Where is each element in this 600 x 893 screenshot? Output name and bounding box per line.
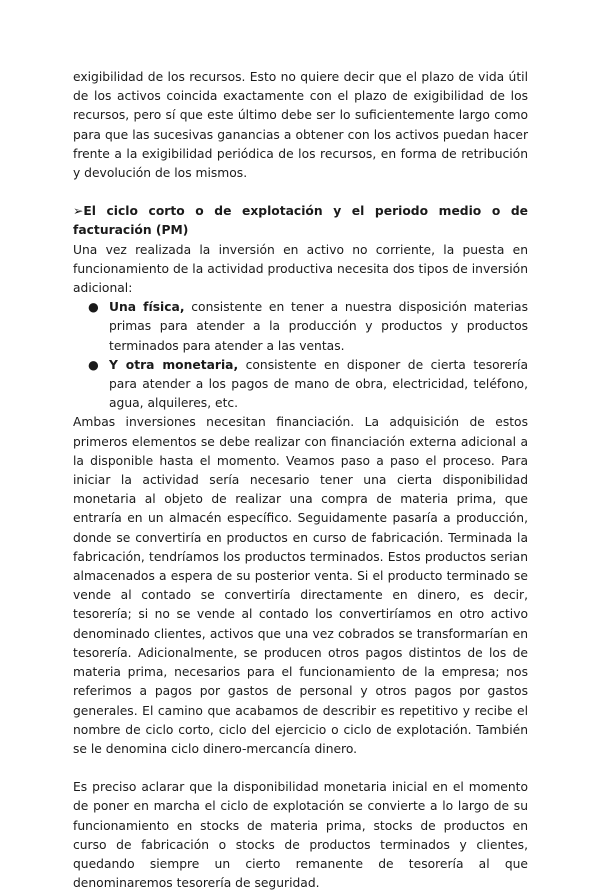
- investment-paragraph: Una vez realizada la inversión en activo no corriente, la puesta en funcionamiento de la actividad productiva necesita dos tipos de inversión adicional:: [73, 242, 528, 296]
- list-item-text: consistente en tener a nuestra disposición materias primas para atender a la producción y productos y productos terminados para atender a las ventas.: [109, 300, 528, 353]
- conclusion-paragraph: Es preciso aclarar que la disponibilidad monetaria inicial en el momento de poner en marcha el ciclo de explotación se convierte a lo largo de su funcionamiento en stocks de materia prima, stocks de productos en curso de fabricación o stocks de productos terminados y clientes, quedando siempre un cierto remanente de tesorería al que denominaremos tesorería de seguridad.: [73, 780, 528, 891]
- paragraph-gap: [73, 183, 528, 202]
- bullet-icon: ●: [88, 300, 99, 315]
- paragraph-gap: [73, 759, 528, 778]
- arrow-bullet-icon: ➢: [73, 204, 84, 219]
- list-item-text: consistente en disponer de cierta tesorería para atender a los pagos de mano de obra, electricidad, teléfono, agua, alquileres, etc.: [109, 357, 528, 411]
- section-heading: [73, 202, 528, 240]
- section-heading-text: El ciclo corto o de explotación y el periodo medio o de facturación (PM): [73, 204, 528, 238]
- list-item-lead: Una física,: [109, 300, 185, 315]
- investment-types-list: [73, 298, 528, 413]
- bullet-icon: ●: [88, 357, 99, 372]
- list-item-lead: Y otra monetaria,: [109, 357, 239, 372]
- list-item: [73, 298, 528, 356]
- document-page: [73, 68, 528, 893]
- cycle-description-paragraph: Ambas inversiones necesitan financiación. La adquisición de estos primeros elementos se debe realizar con financiación externa adicional a la disponible hasta el momento. Veamos paso a paso el proceso. Para iniciar la actividad sería necesario tener una cierta disponibilidad monetaria al objeto de realizar una compra de materia prima, que entraría en un almacén específico. Seguidamente pasaría a producción, donde se convertiría en productos en curso de fabricación. Terminada la fabricación, tendríamos los productos terminados. Estos productos serian almacenados a espera de su posterior venta. Si el producto terminado se vende al contado se convertiría directamente en dinero, es decir, tesorería; si no se vende al contado los convertiríamos en otro activo denominado clientes, activos que una vez cobrados se transformarían en tesorería. Adicionalmente, se producen otros pagos distintos de los de materia prima, necesarios para el funcionamiento de la empresa; nos referimos a pagos por gastos de personal y otros pagos por gastos generales. El camino que acabamos de describir es repetitivo y recibe el nombre de ciclo corto, ciclo del ejercicio o ciclo de explotación. También se le denomina ciclo dinero-mercancía dinero.: [73, 415, 528, 756]
- list-item: [73, 356, 528, 414]
- intro-paragraph: exigibilidad de los recursos. Esto no quiere decir que el plazo de vida útil de los activos coincida exactamente con el plazo de exigibilidad de los recursos, pero sí que este último debe ser lo suficientemente largo como para que las sucesivas ganancias a obtener con los activos puedan hacer frente a la exigibilidad periódica de los recursos, en forma de retribución y devolución de los mismos.: [73, 70, 528, 181]
